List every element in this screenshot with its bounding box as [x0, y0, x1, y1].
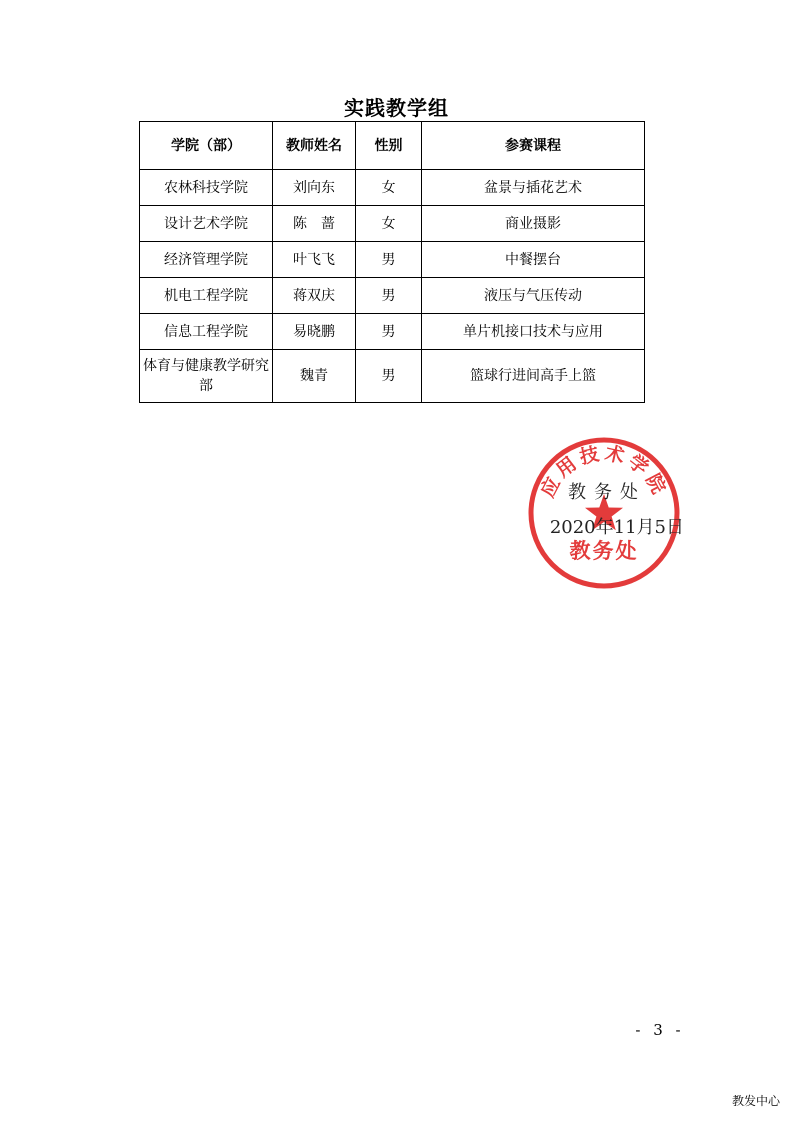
cell-gender: 男 — [356, 242, 422, 278]
cell-teacher-name: 魏青 — [273, 350, 356, 403]
cell-course: 液压与气压传动 — [422, 278, 645, 314]
cell-course: 中餐摆台 — [422, 242, 645, 278]
cell-teacher-name: 叶飞飞 — [273, 242, 356, 278]
cell-teacher-name: 刘向东 — [273, 170, 356, 206]
header-gender: 性别 — [356, 122, 422, 170]
cell-course: 盆景与插花艺术 — [422, 170, 645, 206]
signature-date: 2020年11月5日 — [549, 517, 684, 538]
seal-center-text: 教务处 — [569, 539, 639, 563]
header-course: 参赛课程 — [422, 122, 645, 170]
cell-gender: 女 — [356, 170, 422, 206]
cell-course: 篮球行进间高手上篮 — [422, 350, 645, 403]
cell-college: 农林科技学院 — [140, 170, 273, 206]
cell-college: 体育与健康教学研究部 — [140, 350, 273, 403]
cell-college: 设计艺术学院 — [140, 206, 273, 242]
cell-college: 信息工程学院 — [140, 314, 273, 350]
cell-gender: 男 — [356, 278, 422, 314]
table-row — [140, 206, 645, 242]
cell-teacher-name: 陈 蔷 — [273, 206, 356, 242]
cell-teacher-name: 易晓鹏 — [273, 314, 356, 350]
cell-gender: 男 — [356, 350, 422, 403]
cell-course: 单片机接口技术与应用 — [422, 314, 645, 350]
signature-office: 教务处 — [568, 482, 646, 503]
table-row — [140, 278, 645, 314]
cell-college: 机电工程学院 — [140, 278, 273, 314]
cell-college: 经济管理学院 — [140, 242, 273, 278]
cell-gender: 女 — [356, 206, 422, 242]
header-teacher-name: 教师姓名 — [273, 122, 356, 170]
cell-teacher-name: 蒋双庆 — [273, 278, 356, 314]
table-header-row — [140, 122, 645, 170]
table-row — [140, 314, 645, 350]
table-row — [140, 242, 645, 278]
cell-course: 商业摄影 — [422, 206, 645, 242]
footer-label: 教发中心 — [731, 1094, 780, 1108]
participant-table — [139, 121, 645, 403]
cell-gender: 男 — [356, 314, 422, 350]
page-number: - 3 - — [635, 1021, 685, 1039]
table-row — [140, 350, 645, 403]
table-row — [140, 170, 645, 206]
header-college: 学院（部） — [140, 122, 273, 170]
seal-arc-text: 应用技术学院 — [536, 442, 672, 501]
document-title: 实践教学组 — [344, 96, 449, 120]
